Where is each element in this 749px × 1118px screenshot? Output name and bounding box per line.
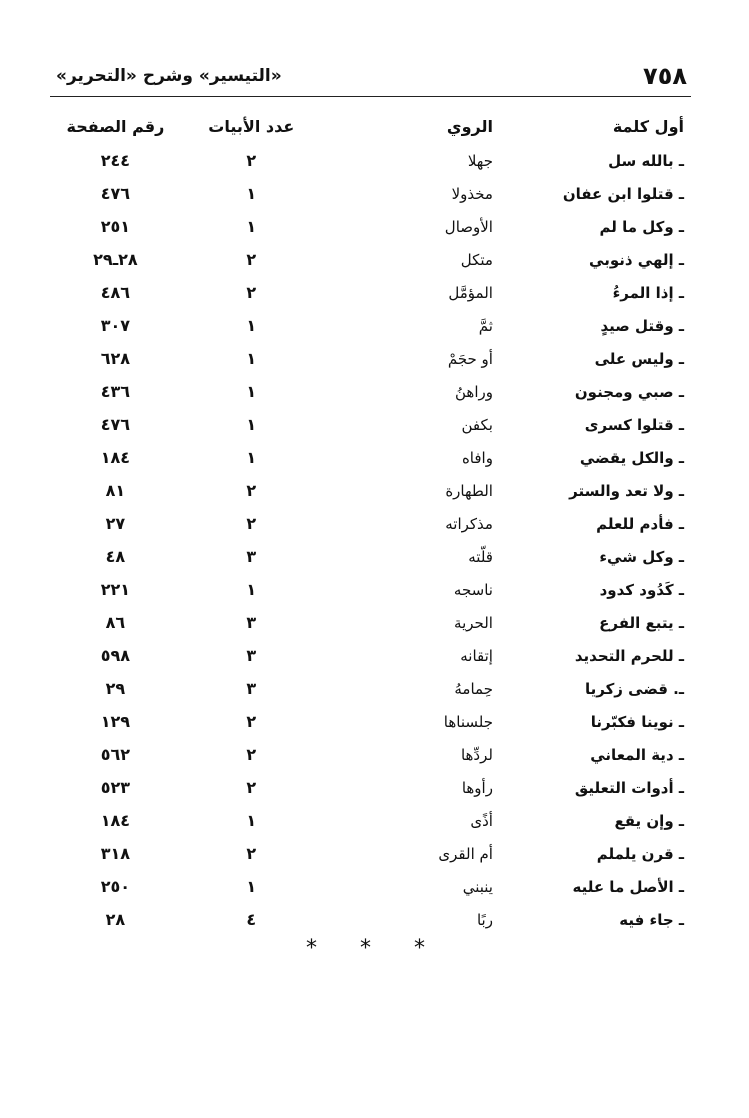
verse-count-cell: ٢ bbox=[246, 778, 257, 797]
verse-count-cell: ٣ bbox=[246, 646, 257, 665]
rawi-cell: ينبني bbox=[462, 877, 493, 896]
rawi-cell: متكل bbox=[460, 250, 493, 269]
column-header-verse-count: عدد الأبيات bbox=[208, 116, 295, 136]
verse-count-cell: ٢ bbox=[246, 283, 257, 302]
verse-count-cell: ٢ bbox=[246, 250, 257, 269]
page-number-cell: ٤٧٦ bbox=[100, 184, 131, 203]
table-row bbox=[50, 408, 690, 441]
table-row bbox=[50, 540, 690, 573]
page-number-cell: ٤٧٦ bbox=[100, 415, 131, 434]
page-number-cell: ١٨٤ bbox=[100, 448, 131, 467]
table-row bbox=[50, 606, 690, 639]
rawi-cell: جلسناها bbox=[443, 712, 493, 731]
first-word-cell: ـ دية المعاني bbox=[590, 745, 684, 764]
rawi-cell: لردِّها bbox=[460, 745, 493, 764]
table-row bbox=[50, 903, 690, 936]
table-row bbox=[50, 177, 690, 210]
table-row bbox=[50, 441, 690, 474]
page-number-cell: ٢٨ـ٢٩ bbox=[93, 250, 138, 269]
page-header bbox=[50, 62, 691, 97]
first-word-cell: ـ إلهي ذنوبي bbox=[589, 250, 684, 269]
verse-count-cell: ١ bbox=[246, 349, 257, 368]
rawi-cell: قلّته bbox=[468, 547, 493, 566]
page-number-cell: ١٨٤ bbox=[100, 811, 131, 830]
rawi-cell: الحرية bbox=[454, 613, 493, 632]
first-word-cell: ـ جاء فيه bbox=[619, 910, 684, 929]
page-number-cell: ٨١ bbox=[105, 481, 126, 500]
first-word-cell: ـ فأدم للعلم bbox=[596, 514, 684, 533]
running-title: «التيسير» وشرح «التحرير» bbox=[56, 66, 282, 86]
page-number-cell: ٢٩ bbox=[105, 679, 126, 698]
rawi-cell: حِمامهُ bbox=[454, 679, 493, 698]
table-row bbox=[50, 276, 690, 309]
verse-count-cell: ٣ bbox=[246, 613, 257, 632]
rawi-cell: جهلا bbox=[467, 151, 493, 170]
verse-count-cell: ١ bbox=[246, 316, 257, 335]
page-number-cell: ٨٦ bbox=[105, 613, 126, 632]
column-header-page-number: رقم الصفحة bbox=[66, 116, 165, 136]
rawi-cell: إتقانه bbox=[460, 646, 493, 665]
column-header-first-word: أول كلمة bbox=[612, 116, 684, 136]
page-number-cell: ٣٠٧ bbox=[100, 316, 131, 335]
first-word-cell: ـ الأصل ما عليه bbox=[572, 877, 684, 896]
table-row bbox=[50, 144, 690, 177]
rawi-cell: مخذولا bbox=[451, 184, 493, 203]
verse-count-cell: ١ bbox=[246, 448, 257, 467]
verse-count-cell: ٢ bbox=[246, 151, 257, 170]
table-row bbox=[50, 738, 690, 771]
page-number-cell: ٦٢٨ bbox=[100, 349, 131, 368]
closing-stars: * * * bbox=[306, 936, 443, 961]
table-row bbox=[50, 672, 690, 705]
table-row bbox=[50, 309, 690, 342]
first-word-cell: ـ وقتل صيدٍ bbox=[600, 316, 684, 335]
column-header-rawi: الروي bbox=[446, 116, 493, 136]
verse-count-cell: ٢ bbox=[246, 844, 257, 863]
first-word-cell: ـ قتلوا كسرى bbox=[584, 415, 684, 434]
table-row bbox=[50, 837, 690, 870]
first-word-cell: ـ نوينا فكبّرنا bbox=[590, 712, 684, 731]
page-number-cell: ٣١٨ bbox=[100, 844, 131, 863]
page-number-cell: ٢٥٠ bbox=[100, 877, 131, 896]
rawi-cell: وافاه bbox=[461, 448, 493, 467]
table-row bbox=[50, 771, 690, 804]
first-word-cell: ـ والكل يقضي bbox=[579, 448, 684, 467]
rawi-cell: أم القرى bbox=[438, 844, 493, 863]
rawi-cell: الأوصال bbox=[444, 217, 493, 236]
page-number-cell: ٢٧ bbox=[105, 514, 126, 533]
first-word-cell: ـ إذا المرءُ bbox=[612, 283, 684, 302]
page-number-cell: ٤٣٦ bbox=[100, 382, 131, 401]
table-body bbox=[50, 144, 690, 936]
first-word-cell: ـ كَدُود كدود bbox=[599, 580, 684, 599]
first-word-cell: ـ قرن يلملم bbox=[596, 844, 684, 863]
rawi-cell: أذًى bbox=[470, 811, 493, 830]
table-row bbox=[50, 705, 690, 738]
rawi-cell: ناسجه bbox=[453, 580, 493, 599]
verse-count-cell: ١ bbox=[246, 382, 257, 401]
verse-count-cell: ٢ bbox=[246, 481, 257, 500]
verse-count-cell: ١ bbox=[246, 811, 257, 830]
first-word-cell: ـ للحرم التحديد bbox=[574, 646, 684, 665]
table-row bbox=[50, 507, 690, 540]
table-row bbox=[50, 870, 690, 903]
verse-count-cell: ٤ bbox=[246, 910, 257, 929]
verse-count-cell: ٢ bbox=[246, 514, 257, 533]
verse-count-cell: ٢ bbox=[246, 745, 257, 764]
first-word-cell: ـ وكل ما لم bbox=[599, 217, 684, 236]
rawi-cell: مذكراته bbox=[445, 514, 493, 533]
page-number-cell: ٥٦٢ bbox=[100, 745, 131, 764]
page-number-cell: ٤٨٦ bbox=[100, 283, 131, 302]
page-number-cell: ٥٩٨ bbox=[100, 646, 131, 665]
first-word-cell: ـ وإن يقع bbox=[614, 811, 684, 830]
first-word-cell: ـ بالله سل bbox=[608, 151, 684, 170]
table-row bbox=[50, 342, 690, 375]
rawi-cell: وراهنُ bbox=[454, 382, 493, 401]
verse-count-cell: ٢ bbox=[246, 712, 257, 731]
first-word-cell: ـ صبي ومجنون bbox=[574, 382, 684, 401]
rawi-cell: أو حجَمْ bbox=[447, 349, 493, 368]
rawi-cell: المؤمَّل bbox=[448, 283, 493, 302]
table-row bbox=[50, 210, 690, 243]
first-word-cell: ـ ولا تعد والستر bbox=[569, 481, 684, 500]
rawi-cell: الطهارة bbox=[445, 481, 493, 500]
rawi-cell: ثمَّ bbox=[478, 316, 493, 335]
verse-count-cell: ١ bbox=[246, 217, 257, 236]
first-word-cell: ـ وليس على bbox=[594, 349, 684, 368]
verse-count-cell: ١ bbox=[246, 415, 257, 434]
first-word-cell: ـ أدوات التعليق bbox=[574, 778, 684, 797]
first-word-cell: ـ. قضى زكريا bbox=[584, 679, 684, 698]
page-number: ٧٥٨ bbox=[643, 62, 687, 90]
table-row bbox=[50, 804, 690, 837]
table-row bbox=[50, 573, 690, 606]
verse-count-cell: ١ bbox=[246, 877, 257, 896]
table-row bbox=[50, 243, 690, 276]
page-number-cell: ٢٤٤ bbox=[100, 151, 131, 170]
first-word-cell: ـ قتلوا ابن عفان bbox=[562, 184, 684, 203]
table-row bbox=[50, 375, 690, 408]
page-number-cell: ٤٨ bbox=[105, 547, 126, 566]
verse-count-cell: ١ bbox=[246, 580, 257, 599]
rawi-cell: بكفن bbox=[461, 415, 493, 434]
page-number-cell: ٢٢١ bbox=[100, 580, 131, 599]
verses-index-table bbox=[50, 108, 690, 936]
page-number-cell: ١٢٩ bbox=[100, 712, 131, 731]
page-number-cell: ٢٥١ bbox=[100, 217, 131, 236]
verse-count-cell: ٣ bbox=[246, 547, 257, 566]
first-word-cell: ـ يتبع الفرع bbox=[599, 613, 684, 632]
table-row bbox=[50, 639, 690, 672]
rawi-cell: رأوها bbox=[461, 778, 493, 797]
page-number-cell: ٥٢٣ bbox=[100, 778, 131, 797]
verse-count-cell: ٣ bbox=[246, 679, 257, 698]
page-number-cell: ٢٨ bbox=[105, 910, 126, 929]
verse-count-cell: ١ bbox=[246, 184, 257, 203]
table-row bbox=[50, 474, 690, 507]
table-header-row bbox=[50, 108, 690, 144]
first-word-cell: ـ وكل شيء bbox=[599, 547, 684, 566]
rawi-cell: ربًا bbox=[476, 910, 493, 929]
